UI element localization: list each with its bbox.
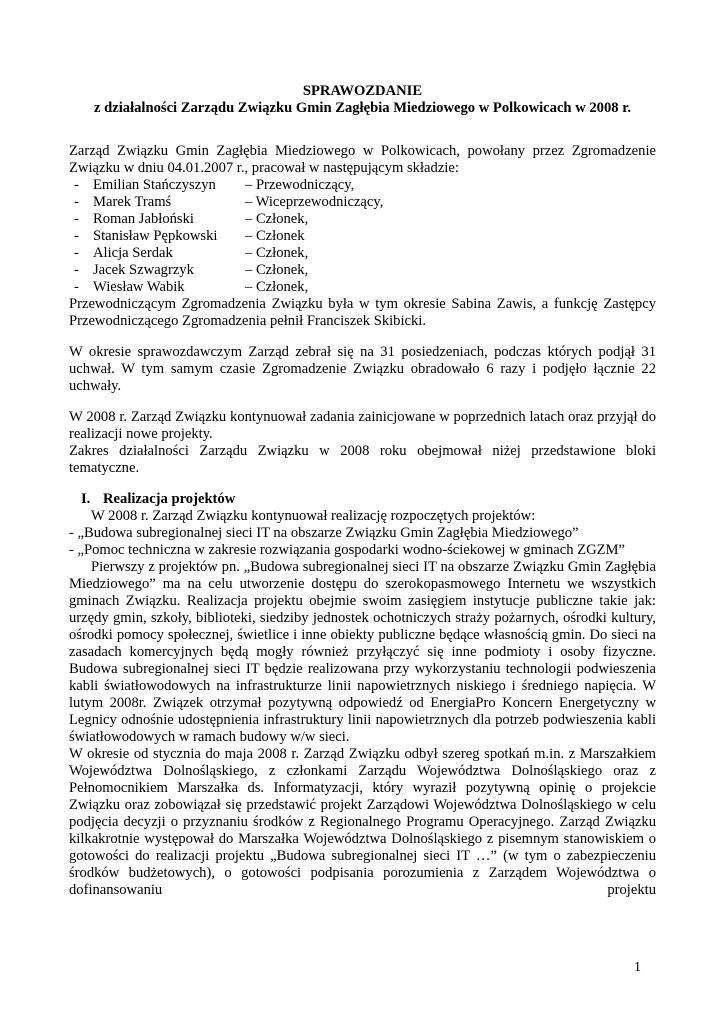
intro-paragraph: Zarząd Związku Gmin Zagłębia Miedziowego w Polkowicach, powołany przez Zgromadzenie Związku w dniu 04.01.2007 r., pracował w następującym składzie: bbox=[69, 143, 656, 176]
member-bullet: - bbox=[74, 279, 79, 295]
document-title-block bbox=[69, 83, 656, 117]
document-subtitle: z działalności Zarządu Związku Gmin Zagłębia Miedziowego w Polkowicach w 2008 r. bbox=[94, 100, 631, 116]
tasks-continuation-paragraph: W 2008 r. Zarząd Związku kontynuował zadania zainicjowane w poprzednich latach oraz przyjął do realizacji nowe projekty. bbox=[69, 409, 656, 442]
member-role: – Członek, bbox=[245, 262, 309, 278]
member-name: Marek Tramś bbox=[93, 194, 172, 210]
meetings-2008-paragraph: W okresie od stycznia do maja 2008 r. Zarząd Związku odbył szereg spotkań m.in. z Marszałkiem Województwa Dolnośląskiego, z członkami Zarządu Województwa Dolnośląskiego oraz z Pełnomocnikiem Marszałka ds. Informatyzacji, który wyraził pozytywną opinię o projekcie Związku oraz zobowiązał się przedstawić projekt Zarządowi Województwa Dolnośląskiego w celu podjęcia decyzji o przyznaniu środków z Regionalnego Programu Operacyjnego. Zarząd Związku kilkakrotnie występował do Marszałka Województwa Dolnośląskiego z pisemnym stanowiskiem o gotowości do realizacji projektu „Budowa subregionalnej sieci IT …” (w tym o zabezpieczeniu środków budżetowych), o gotowości podpisania porozumienia z Zarządem Województwa o dofinansowaniu projektu bbox=[69, 746, 656, 898]
member-bullet: - bbox=[74, 211, 79, 227]
page-number: 1 bbox=[634, 960, 641, 975]
member-row bbox=[69, 262, 656, 279]
member-name: Stanisław Pępkowski bbox=[93, 228, 218, 244]
member-name: Wiesław Wabik bbox=[93, 279, 185, 295]
section-1-number: I. bbox=[81, 491, 91, 507]
member-name: Roman Jabłoński bbox=[93, 211, 194, 227]
project-item-2: - „Pomoc techniczna w zakresie rozwiązania gospodarki wodno-ściekowej w gminach ZGZM” bbox=[69, 542, 625, 558]
member-name: Emilian Stańczyszyn bbox=[93, 177, 216, 193]
section-1-title: Realizacja projektów bbox=[103, 491, 236, 507]
member-row bbox=[69, 211, 656, 228]
member-role: – Członek, bbox=[245, 211, 309, 227]
project-it-paragraph: Pierwszy z projektów pn. „Budowa subregionalnej sieci IT na obszarze Związku Gmin Zagłębia Miedziowego” ma na celu utworzenie dostępu do szerokopasmowego Internetu we wszystkich gminach Związku. Realizacja projektu obejmie swoim zasięgiem instytucje publiczne takie jak: urzędy gmin, szkoły, biblioteki, siedziby jednostek ochotniczych straży pożarnych, ośrodki kultury, ośrodki pomocy społecznej, świetlice i inne obiekty publiczne będące własnością gmin. Do sieci na zasadach komercyjnych będą mogły również przyłączyć się inne podmioty i osoby fizyczne. Budowa subregionalnej sieci IT będzie realizowana przy wykorzystaniu technologii podwieszenia kabli światłowodowych na infrastrukturze linii napowietrznych niskiego i średniego napięcia. W lutym 2008r. Związek otrzymał pozytywną odpowiedź od EnergiaPro Koncern Energetyczny w Legnicy odnośnie udostępnienia infrastruktury linii napowietrznych dla potrzeb podwieszenia kabli światłowodowych w ramach budowy w/w sieci. bbox=[69, 559, 656, 745]
member-role: – Wiceprzewodniczący, bbox=[245, 194, 384, 210]
meetings-summary-paragraph: W okresie sprawozdawczym Zarząd zebrał się na 31 posiedzeniach, podczas których podjął 31 uchwał. W tym samym czasie Zgromadzenie Związku obradowało 6 razy i podjęło łącznie 22 uchwały. bbox=[69, 344, 656, 394]
assembly-chair-paragraph: Przewodniczącym Zgromadzenia Związku była w tym okresie Sabina Zawis, a funkcję Zastępcy Przewodniczącego Zgromadzenia pełnił Franciszek Skibicki. bbox=[69, 296, 656, 329]
member-row bbox=[69, 177, 656, 194]
member-bullet: - bbox=[74, 228, 79, 244]
member-row bbox=[69, 194, 656, 211]
member-bullet: - bbox=[74, 245, 79, 261]
member-row bbox=[69, 228, 656, 245]
member-row bbox=[69, 279, 656, 296]
section-1-heading bbox=[69, 491, 656, 508]
member-role: – Członek, bbox=[245, 245, 309, 261]
scope-paragraph: Zakres działalności Zarządu Związku w 2008 roku obejmował niżej przedstawione bloki tematyczne. bbox=[69, 443, 656, 476]
member-role: – Przewodniczący, bbox=[245, 177, 355, 193]
member-name: Alicja Serdak bbox=[93, 245, 173, 261]
member-row bbox=[69, 245, 656, 262]
member-role: – Członek bbox=[245, 228, 305, 244]
project-item-1: - „Budowa subregionalnej sieci IT na obszarze Związku Gmin Zagłębia Miedziowego” bbox=[69, 525, 579, 541]
section-1-lead: W 2008 r. Zarząd Związku kontynuował realizację rozpoczętych projektów: bbox=[91, 508, 536, 524]
member-bullet: - bbox=[74, 194, 79, 210]
member-name: Jacek Szwagrzyk bbox=[93, 262, 194, 278]
member-bullet: - bbox=[74, 262, 79, 278]
member-role: – Członek, bbox=[245, 279, 309, 295]
member-bullet: - bbox=[74, 177, 79, 193]
board-members-list bbox=[69, 177, 656, 296]
document-title: SPRAWOZDANIE bbox=[302, 83, 423, 99]
